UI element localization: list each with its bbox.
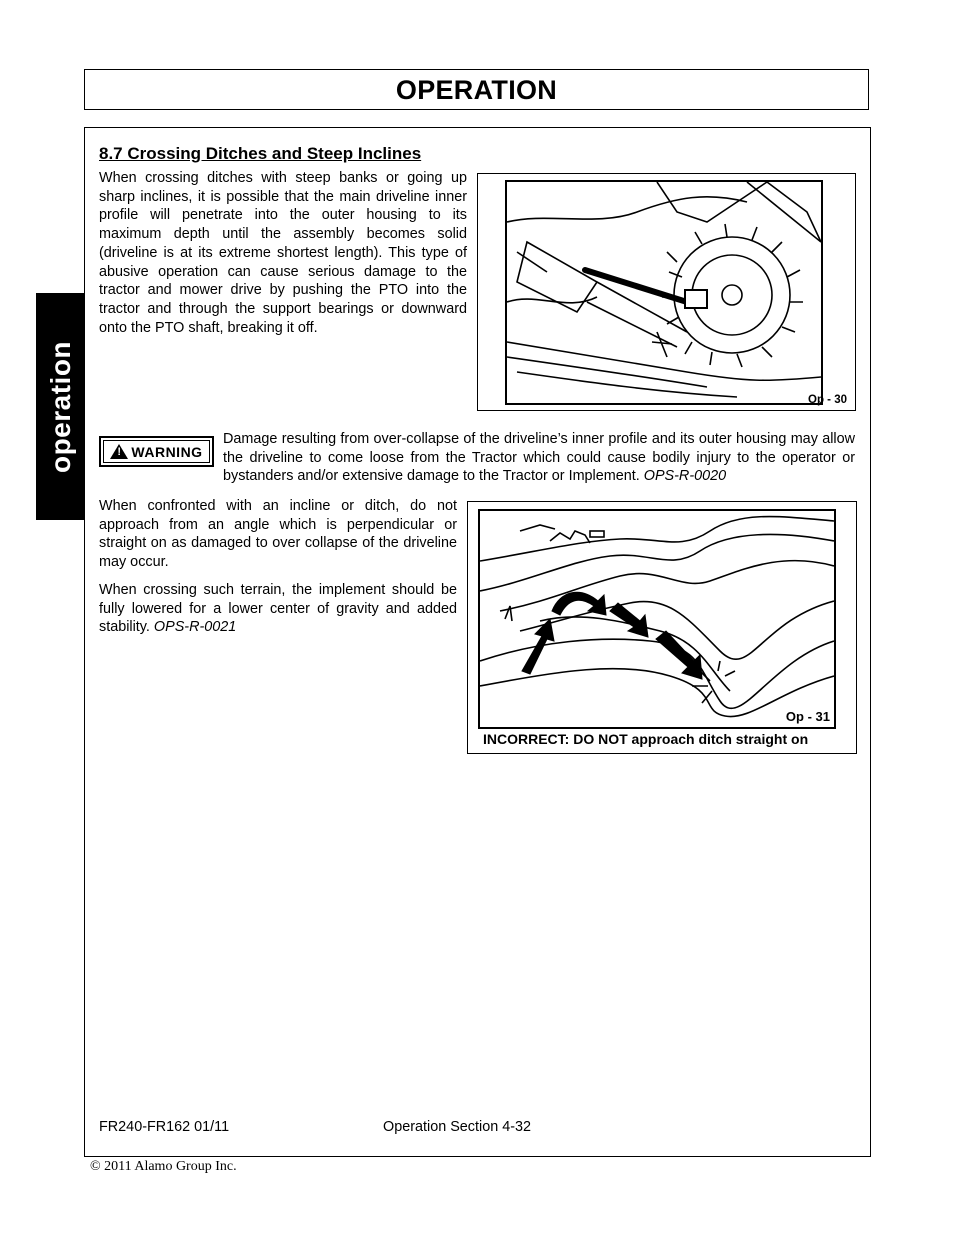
warning-badge (99, 436, 214, 467)
side-tab-label: operation (44, 340, 76, 473)
section-title: 8.7 Crossing Ditches and Steep Inclines (99, 144, 422, 163)
figure-label: Op - 31 (785, 709, 830, 724)
terrain-body: When crossing such terrain, the implement should be fully lowered for a lower center of gravity and added stability. (99, 582, 457, 636)
warning-word: WARNING (131, 443, 203, 460)
figure-op-30 (477, 173, 856, 411)
figure-op-31 (467, 501, 857, 754)
warning-body: Damage resulting from over-collapse of the driveline’s inner profile and its outer housing may allow the driveline to come loose from the Tractor which could cause bodily injury to the operator or bystanders and/or extensive damage to the Tractor or Implement. (223, 431, 855, 485)
ditch-illustration (478, 509, 836, 729)
warning-text (223, 430, 855, 486)
paragraph-terrain (99, 581, 457, 637)
paragraph-driveline: When crossing ditches with steep banks or going up sharp inclines, it is possible that the main driveline inner profile will penetrate into the outer housing to its maximum depth until the assembly becomes solid (driveline is at its extreme shortest length). This type of abusive operation can cause serious damage to the tractor and mower drive by pushing the PTO into the tractor and through the support bearings or downward onto the PTO shaft, breaking it off. (99, 170, 467, 336)
side-tab (36, 293, 85, 520)
warning-triangle-icon (110, 444, 128, 459)
paragraph-incline: When confronted with an incline or ditch, do not approach from an angle which is perpendicular or straight on as damaged to over collapse of the driveline may occur. (99, 498, 457, 571)
driveline-illustration (505, 180, 823, 405)
figure-caption: INCORRECT: DO NOT approach ditch straight on (483, 731, 809, 747)
page-header (84, 69, 869, 110)
footer-model: FR240-FR162 01/11 (99, 1119, 230, 1135)
warning-ref: OPS-R-0020 (643, 468, 727, 485)
copyright: © 2011 Alamo Group Inc. (90, 1159, 237, 1174)
page-title: OPERATION (395, 75, 558, 105)
footer-section: Operation Section 4-32 (383, 1119, 531, 1135)
terrain-ref: OPS-R-0021 (153, 619, 237, 636)
figure-label: Op - 30 (808, 394, 847, 406)
